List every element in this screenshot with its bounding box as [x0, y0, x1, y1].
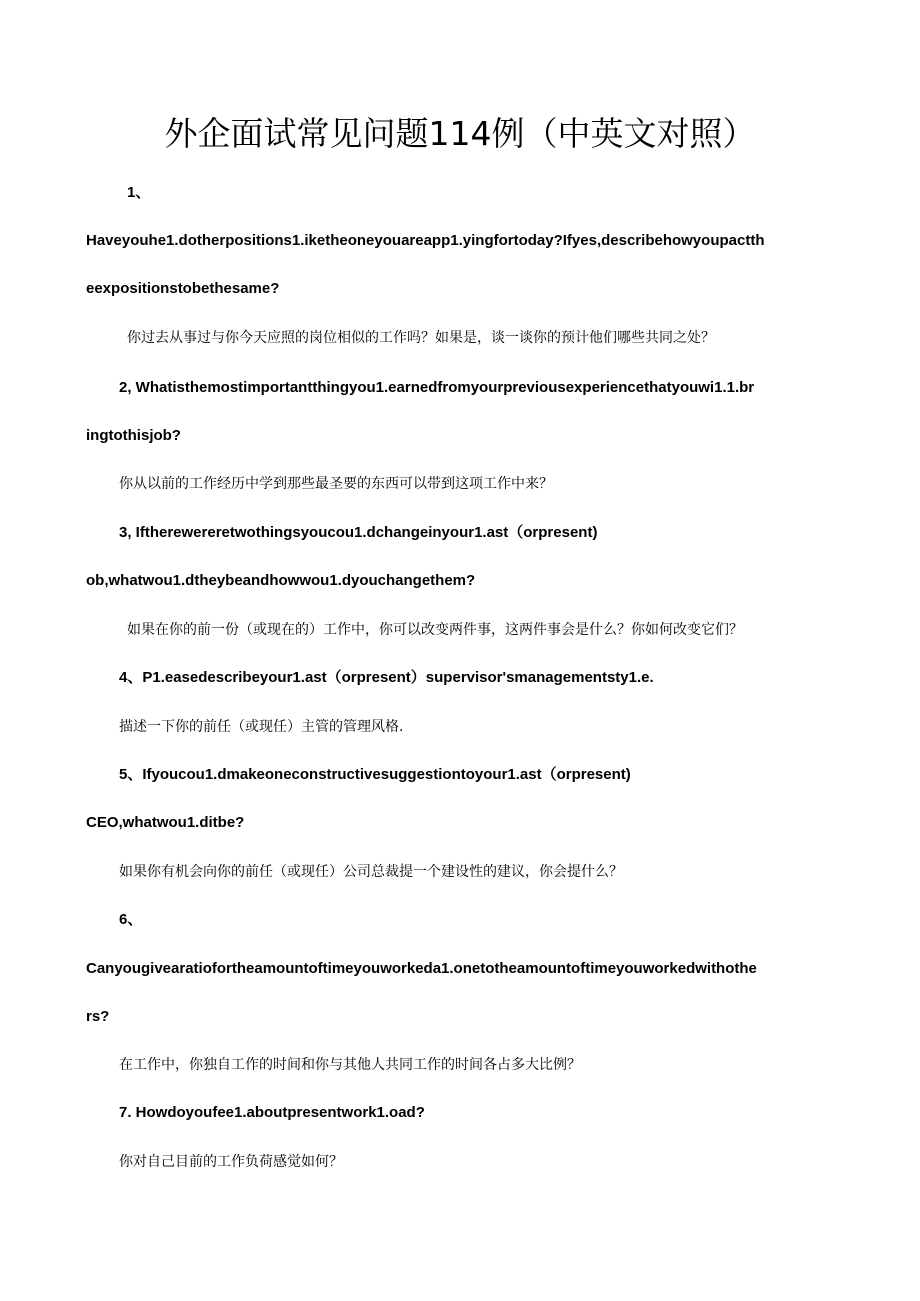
question-5-english-line-2: CEO,whatwou1.ditbe?	[86, 814, 245, 831]
question-7-chinese: 你对自己目前的工作负荷感觉如何？	[119, 1154, 343, 1170]
question-5-english-line-1: 5、Ifyoucou1.dmakeoneconstructivesuggestiontoyour1.ast（orpresent)	[119, 766, 631, 783]
question-3-chinese: 如果在你的前一份（或现在的）工作中，你可以改变两件事，这两件事会是什么？你如何改变它们？	[127, 622, 743, 638]
question-2-english-line-1: 2, Whatisthemostimportantthingyou1.earnedfromyourpreviousexperiencethatyouwi1.1.br	[119, 379, 755, 396]
question-3-english-line-1: 3, Iftherewereretwothingsyoucou1.dchangeinyour1.ast（orpresent)	[119, 524, 598, 541]
question-5-chinese: 如果你有机会向你的前任（或现任）公司总裁提一个建设性的建议，你会提什么？	[119, 864, 623, 880]
question-6-chinese: 在工作中，你独自工作的时间和你与其他人共同工作的时间各占多大比例？	[119, 1057, 581, 1073]
question-2-english-line-2: ingtothisjob?	[86, 427, 181, 444]
question-6-english-line-1: Canyougivearatiofortheamountoftimeyouworkeda1.onetotheamountoftimeyouworkedwithothe	[86, 960, 757, 977]
question-7-english: 7. Howdoyoufee1.aboutpresentwork1.oad?	[119, 1104, 425, 1121]
question-1-number: 1、	[127, 184, 151, 201]
question-6-number: 6、	[119, 911, 143, 928]
question-4-chinese: 描述一下你的前任（或现任）主管的管理风格.	[119, 719, 404, 735]
question-1-english-line-2: eexpositionstobethesame?	[86, 280, 280, 297]
document-title: 外企面试常见问题114例（中英文对照）	[164, 114, 756, 153]
question-1-chinese: 你过去从事过与你今天应照的岗位相似的工作吗？如果是，谈一谈你的预计他们哪些共同之处？	[127, 330, 715, 346]
question-4-english: 4、P1.easedescribeyour1.ast（orpresent）supervisor'smanagementsty1.e.	[119, 669, 654, 686]
question-6-english-line-2: rs?	[86, 1008, 110, 1025]
question-1-english-line-1: Haveyouhe1.dotherpositions1.iketheoneyouareapp1.yingfortoday?Ifyes,describehowyoupactth	[86, 232, 765, 249]
question-2-chinese: 你从以前的工作经历中学到那些最圣要的东西可以带到这项工作中来？	[119, 476, 553, 492]
question-3-english-line-2: ob,whatwou1.dtheybeandhowwou1.dyouchangethem?	[86, 572, 476, 589]
